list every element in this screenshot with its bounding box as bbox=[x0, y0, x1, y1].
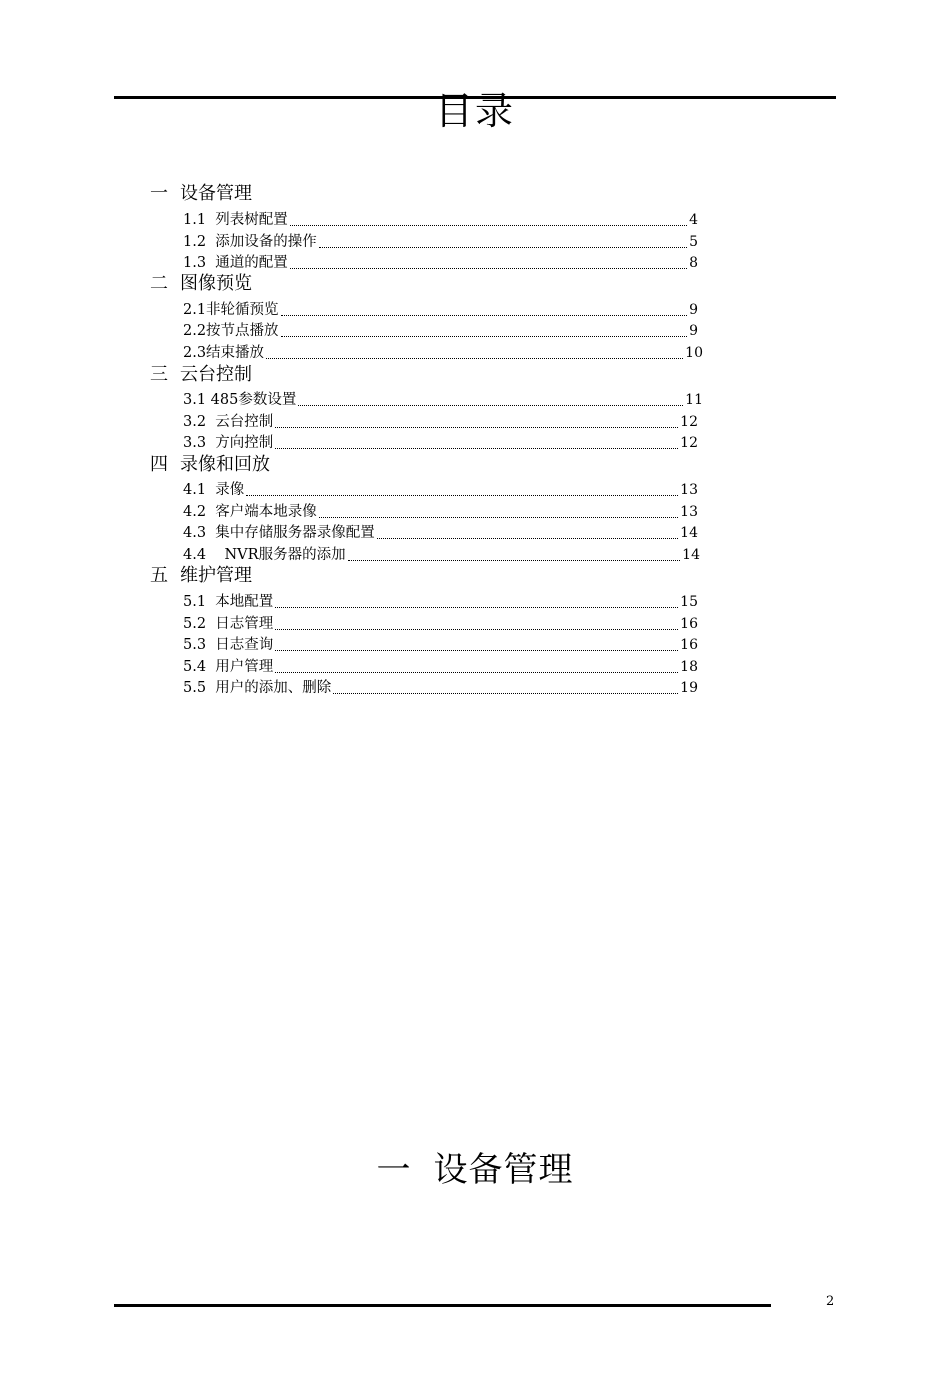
toc-entry[interactable] bbox=[183, 254, 698, 272]
toc-leader-dots bbox=[275, 649, 678, 651]
toc-leader-dots bbox=[275, 628, 678, 630]
toc-entry-page: 18 bbox=[680, 659, 698, 675]
toc-title: 目录 bbox=[434, 89, 515, 133]
toc-entry-label: 5.4 用户管理 bbox=[183, 659, 274, 675]
toc-leader-dots bbox=[275, 671, 678, 673]
toc-entry[interactable] bbox=[183, 413, 698, 431]
toc-entry-page: 8 bbox=[689, 255, 698, 271]
toc-entry-page: 14 bbox=[682, 547, 700, 563]
toc-entry[interactable] bbox=[183, 503, 698, 521]
toc-entry-label: 3.2 云台控制 bbox=[183, 414, 274, 430]
toc-entry-label: 1.2 添加设备的操作 bbox=[183, 234, 317, 250]
toc-entry-label: 1.3 通道的配置 bbox=[183, 255, 288, 271]
toc-entry-page: 13 bbox=[680, 482, 698, 498]
toc-entry-page: 4 bbox=[689, 212, 698, 228]
toc-entry[interactable] bbox=[183, 546, 700, 564]
toc-entry[interactable] bbox=[183, 211, 698, 229]
toc-entry-label: 2.1非轮循预览 bbox=[183, 302, 279, 318]
toc-entry-label: 3.3 方向控制 bbox=[183, 435, 274, 451]
toc-entry[interactable] bbox=[183, 615, 698, 633]
toc-entry-label: 4.3 集中存储服务器录像配置 bbox=[183, 525, 375, 541]
toc-entry[interactable] bbox=[183, 301, 698, 319]
toc-section[interactable] bbox=[150, 273, 252, 295]
toc-entry-label: 4.2 客户端本地录像 bbox=[183, 504, 317, 520]
toc-leader-dots bbox=[281, 314, 688, 316]
toc-entry-label: 2.2按节点播放 bbox=[183, 323, 279, 339]
toc-section[interactable] bbox=[150, 454, 270, 476]
toc-entry-page: 5 bbox=[689, 234, 698, 250]
toc-leader-dots bbox=[281, 335, 688, 337]
toc-section[interactable] bbox=[150, 183, 252, 205]
toc-entry[interactable] bbox=[183, 593, 698, 611]
toc-leader-dots bbox=[266, 357, 683, 359]
toc-entry-label: 4.1 录像 bbox=[183, 482, 245, 498]
toc-section-number: 五 bbox=[150, 565, 168, 586]
toc-entry[interactable] bbox=[183, 391, 703, 409]
toc-entry-page: 13 bbox=[680, 504, 698, 520]
toc-entry-label: 4.4 NVR服务器的添加 bbox=[183, 547, 346, 563]
toc-entry[interactable] bbox=[183, 434, 698, 452]
chapter-heading bbox=[0, 1148, 950, 1192]
toc-section-title: 设备管理 bbox=[180, 183, 252, 204]
chapter-number: 一 bbox=[376, 1150, 412, 1190]
toc-entry-label: 5.3 日志查询 bbox=[183, 637, 274, 653]
toc-entry-page: 16 bbox=[680, 616, 698, 632]
page-number: 2 bbox=[826, 1294, 835, 1309]
toc-leader-dots bbox=[275, 606, 678, 608]
toc-entry-page: 14 bbox=[680, 525, 698, 541]
toc-leader-dots bbox=[319, 516, 678, 518]
toc-section-title: 图像预览 bbox=[180, 273, 252, 294]
toc-entry-page: 12 bbox=[680, 435, 698, 451]
toc-leader-dots bbox=[275, 426, 678, 428]
toc-entry-page: 16 bbox=[680, 637, 698, 653]
toc-entry[interactable] bbox=[183, 481, 698, 499]
toc-section-title: 维护管理 bbox=[180, 565, 252, 586]
toc-entry[interactable] bbox=[183, 233, 698, 251]
toc-entry[interactable] bbox=[183, 679, 698, 697]
toc-entry[interactable] bbox=[183, 322, 698, 340]
toc-entry-label: 5.1 本地配置 bbox=[183, 594, 274, 610]
toc-entry-page: 15 bbox=[680, 594, 698, 610]
toc-entry[interactable] bbox=[183, 524, 698, 542]
toc-section-title: 云台控制 bbox=[180, 364, 252, 385]
toc-section-number: 三 bbox=[150, 364, 168, 385]
toc-entry-label: 5.5 用户的添加、删除 bbox=[183, 680, 332, 696]
toc-entry-page: 19 bbox=[680, 680, 698, 696]
toc-entry[interactable] bbox=[183, 636, 698, 654]
toc-leader-dots bbox=[319, 246, 687, 248]
toc-section-title: 录像和回放 bbox=[180, 454, 270, 475]
toc-entry-page: 9 bbox=[689, 302, 698, 318]
toc-entry-label: 3.1 485参数设置 bbox=[183, 392, 297, 408]
toc-entry-page: 10 bbox=[685, 345, 703, 361]
toc-entry-label: 2.3结束播放 bbox=[183, 345, 265, 361]
toc-section-number: 四 bbox=[150, 454, 168, 475]
toc-leader-dots bbox=[298, 404, 683, 406]
toc-leader-dots bbox=[275, 447, 678, 449]
toc-entry-page: 11 bbox=[685, 392, 703, 408]
toc-leader-dots bbox=[377, 537, 678, 539]
chapter-title: 设备管理 bbox=[433, 1150, 574, 1190]
toc-leader-dots bbox=[333, 692, 678, 694]
toc-entry-page: 9 bbox=[689, 323, 698, 339]
toc-section-number: 一 bbox=[150, 183, 168, 204]
toc-entry-page: 12 bbox=[680, 414, 698, 430]
toc-entry-label: 1.1 列表树配置 bbox=[183, 212, 288, 228]
toc-leader-dots bbox=[290, 224, 687, 226]
toc-entry[interactable] bbox=[183, 344, 703, 362]
toc-entry[interactable] bbox=[183, 658, 698, 676]
toc-leader-dots bbox=[246, 494, 678, 496]
toc-section-number: 二 bbox=[150, 273, 168, 294]
toc-section[interactable] bbox=[150, 565, 252, 587]
toc-entry-label: 5.2 日志管理 bbox=[183, 616, 274, 632]
toc-leader-dots bbox=[290, 267, 687, 269]
toc-section[interactable] bbox=[150, 364, 252, 386]
toc-leader-dots bbox=[348, 559, 681, 561]
footer-rule bbox=[114, 1304, 771, 1307]
